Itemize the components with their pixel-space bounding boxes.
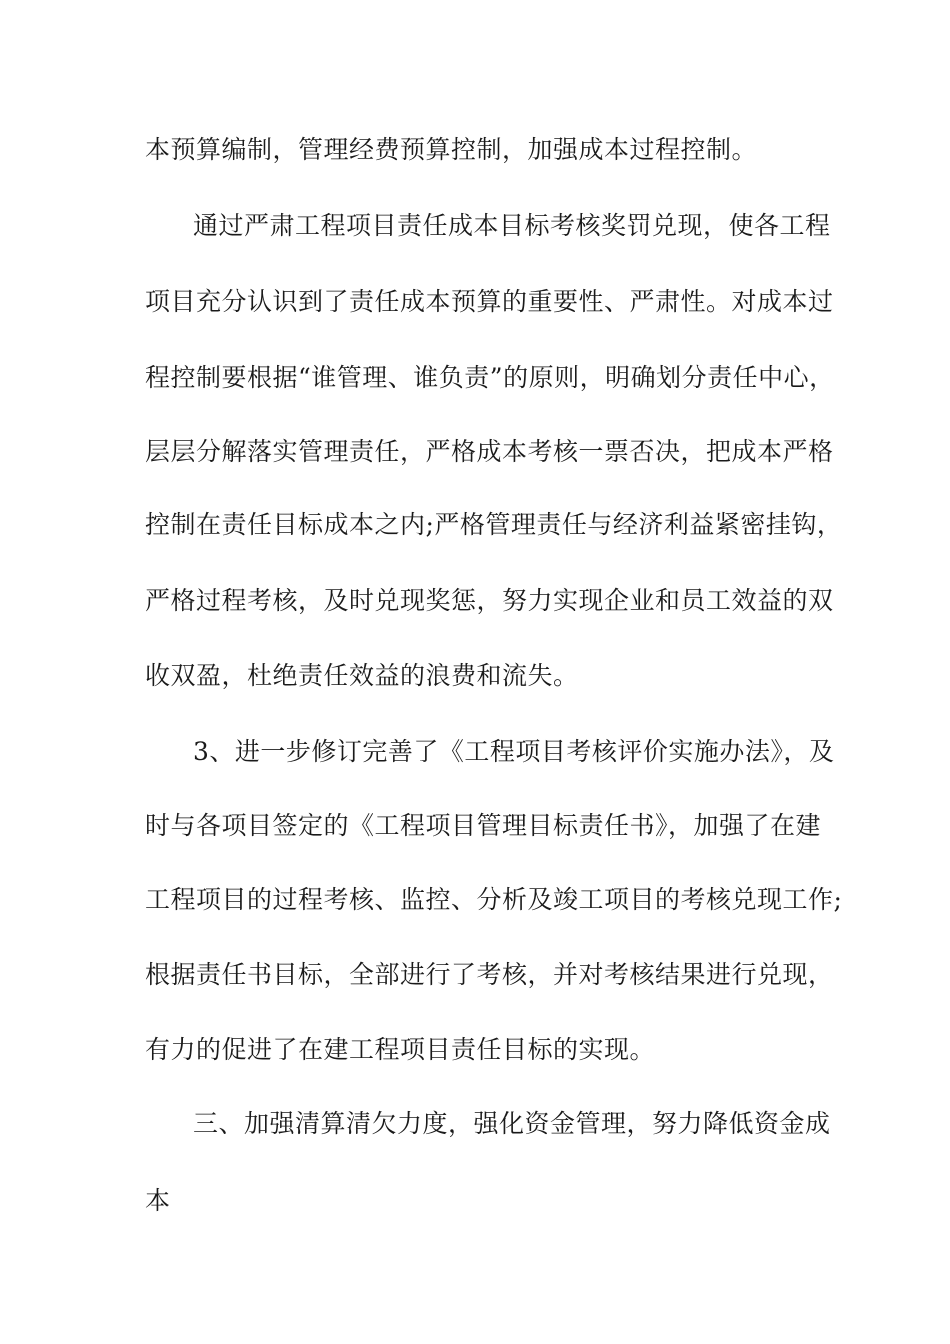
text-line: 严格过程考核，及时兑现奖惩，努力实现企业和员工效益的双 xyxy=(145,586,834,615)
text-line: 根据责任书目标，全部进行了考核，并对考核结果进行兑现， xyxy=(145,960,834,989)
text-line: 项目充分认识到了责任成本预算的重要性、严肃性。对成本过 xyxy=(145,287,834,316)
section-heading-line: 三、加强清算清欠力度，强化资金管理，努力降低资金成 xyxy=(193,1109,831,1138)
paragraph-start-line: 通过严肃工程项目责任成本目标考核奖罚兑现，使各工程 xyxy=(193,211,831,240)
text-line: 收双盈，杜绝责任效益的浪费和流失。 xyxy=(145,661,579,690)
text-line: 时与各项目签定的《工程项目管理目标责任书》，加强了在建 xyxy=(145,811,822,840)
text-line: 本预算编制，管理经费预算控制，加强成本过程控制。 xyxy=(145,135,758,164)
text-line: 控制在责任目标成本之内;严格管理责任与经济利益紧密挂钩， xyxy=(145,510,843,539)
text-line: 层层分解落实管理责任，严格成本考核一票否决，把成本严格 xyxy=(145,437,834,466)
paragraph-start-line: 3、进一步修订完善了《工程项目考核评价实施办法》，及 xyxy=(193,737,835,766)
section-heading-line: 本 xyxy=(145,1186,171,1215)
text-line: 有力的促进了在建工程项目责任目标的实现。 xyxy=(145,1035,656,1064)
text-line: 程控制要根据“谁管理、谁负责”的原则，明确划分责任中心， xyxy=(145,363,835,392)
text-line: 工程项目的过程考核、监控、分析及竣工项目的考核兑现工作; xyxy=(145,885,843,914)
